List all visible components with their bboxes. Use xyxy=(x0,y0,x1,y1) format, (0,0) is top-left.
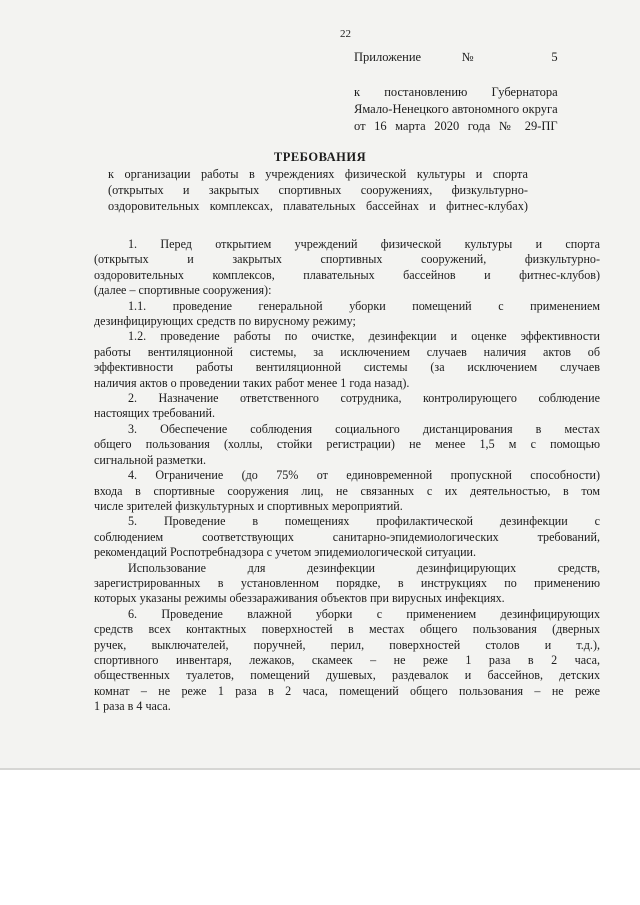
body-line: оздоровительных комплексов, плавательных бассейнов и фитнес-клубов) xyxy=(94,267,600,282)
body-line: рекомендаций Роспотребнадзора с учетом эпидемиологической ситуации. xyxy=(94,545,477,560)
body-line: 3. Обеспечение соблюдения социального дистанцирования в местах xyxy=(128,421,600,436)
body-line: 1.1. проведение генеральной уборки помещений с применением xyxy=(128,298,600,313)
appendix-block xyxy=(354,49,558,135)
appendix-title: Приложение № 5 xyxy=(354,50,558,64)
body-line: 1. Перед открытием учреждений физической культуры и спорта xyxy=(128,237,600,251)
body-line: входа в спортивные сооружения лиц, не связанных с их деятельностью, в том xyxy=(94,483,600,498)
body-line: общественных туалетов, помещений душевых, раздевалок и бассейнов, детских xyxy=(94,668,600,683)
body-line: числе зрителей физкультурных и спортивных мероприятий. xyxy=(94,498,403,513)
body-line: средств всех контактных поверхностей в местах общего пользования (дверных xyxy=(94,622,600,637)
body-line: ручек, выключателей, поручней, перил, поверхностей столов и т.д.), xyxy=(94,637,600,652)
body-line: 6. Проведение влажной уборки с применением дезинфицирующих xyxy=(128,606,600,621)
body-line: 1 раза в 4 часа. xyxy=(94,699,171,714)
body-line: общего пользования (холлы, стойки регистрации) не менее 1,5 м с помощью xyxy=(94,437,600,452)
body-line: наличия актов о проведении таких работ менее 1 года назад). xyxy=(94,375,410,390)
body-line: 4. Ограничение (до 75% от единовременной пропускной способности) xyxy=(128,468,600,483)
body-line: (открытых и закрытых спортивных сооружений, физкультурно- xyxy=(94,252,600,267)
appendix-region: Ямало-Ненецкого автономного округа xyxy=(354,102,558,116)
subtitle-line: оздоровительных комплексах, плавательных бассейнах и фитнес-клубах) xyxy=(108,199,528,213)
appendix-to: к постановлению Губернатора xyxy=(354,85,558,99)
page-number: 22 xyxy=(340,28,351,40)
sheet-bottom-edge xyxy=(0,768,640,770)
body-line: работы вентиляционной системы, за исключением случаев наличия актов об xyxy=(94,344,600,359)
body-line: 1.2. проведение работы по очистке, дезинфекции и оценке эффективности xyxy=(128,329,600,344)
subtitle-line: (открытых и закрытых спортивных сооружениях, физкультурно- xyxy=(108,183,528,197)
body-line: эффективности работы вентиляционной системы (за исключением случаев xyxy=(94,360,600,375)
body-line: настоящих требований. xyxy=(94,406,215,421)
appendix-date: от 16 марта 2020 года № 29-ПГ xyxy=(354,119,558,133)
document-subtitle xyxy=(108,166,528,214)
subtitle-line: к организации работы в учреждениях физической культуры и спорта xyxy=(108,167,528,181)
body-line: дезинфицирующих средств по вирусному режиму; xyxy=(94,314,356,329)
body-line: 5. Проведение в помещениях профилактической дезинфекции с xyxy=(128,514,600,529)
body-line: комнат – не реже 1 раза в 2 часа, помещений общего пользования – не реже xyxy=(94,683,600,698)
body-line: спортивного инвентаря, лежаков, скамеек – не реже 1 раза в 2 часа, xyxy=(94,652,600,667)
document-title: ТРЕБОВАНИЯ xyxy=(273,150,367,164)
body-line: Использование для дезинфекции дезинфицирующих средств, xyxy=(128,560,600,575)
document-body xyxy=(94,237,600,715)
body-line: зарегистрированных в установленном порядке, в инструкциях по применению xyxy=(94,575,600,590)
body-line: сигнальной разметки. xyxy=(94,452,207,467)
body-line: 2. Назначение ответственного сотрудника, контролирующего соблюдение xyxy=(128,391,600,406)
body-line: которых указаны режимы обеззараживания объектов при вирусных инфекциях. xyxy=(94,591,505,606)
body-line: соблюдением соответствующих санитарно-эпидемиологических требований, xyxy=(94,529,600,544)
body-line: (далее – спортивные сооружения): xyxy=(94,283,272,298)
